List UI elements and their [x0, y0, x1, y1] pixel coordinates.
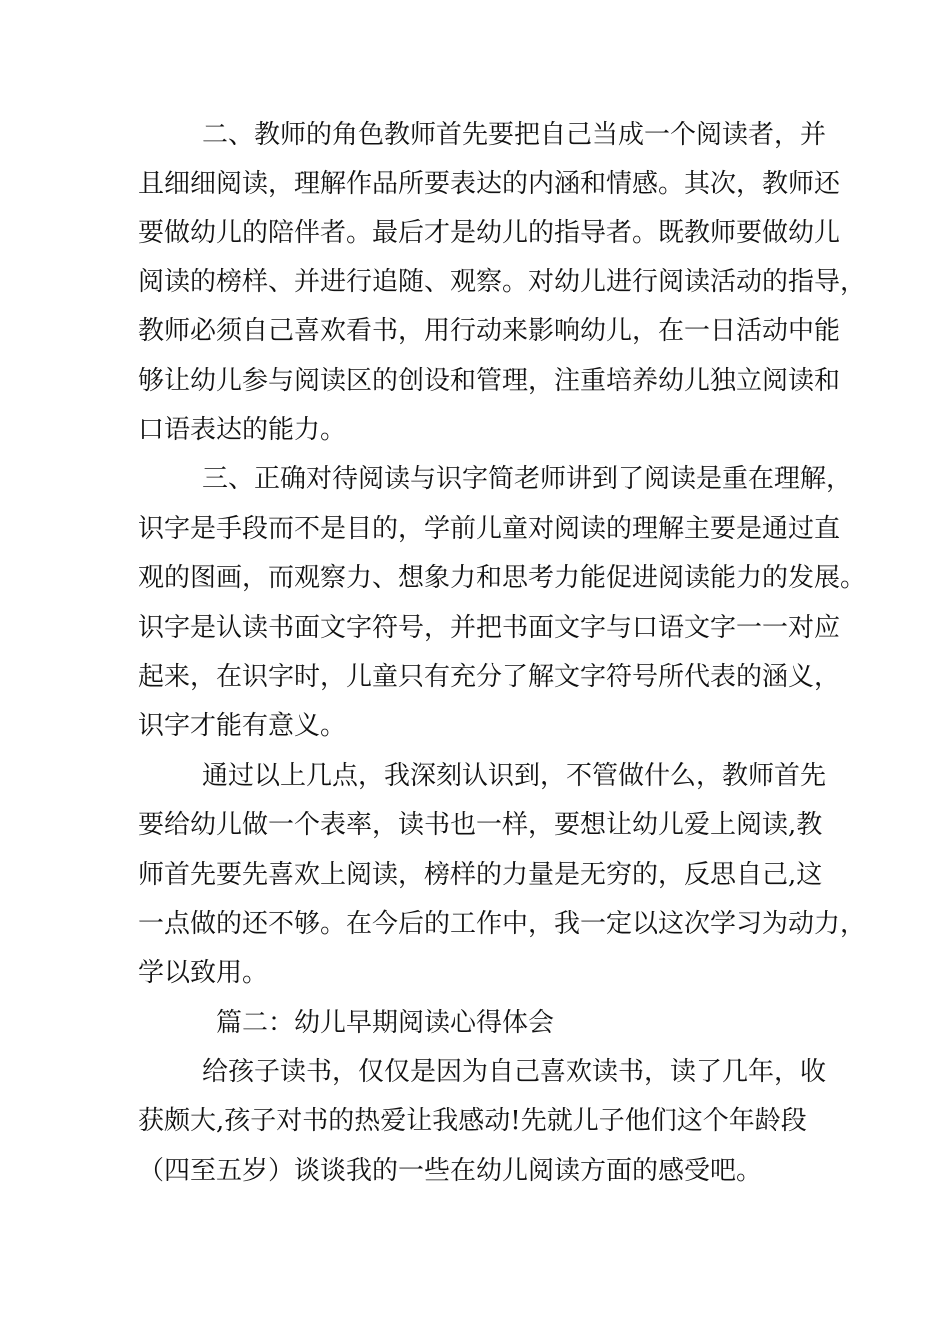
paragraph-5-line-3: （四至五岁）谈谈我的一些在幼儿阅读方面的感受吧。 [138, 1156, 763, 1186]
paragraph-3-line-2: 识字是手段而不是目的，学前儿童对阅读的理解主要是通过直 [138, 514, 841, 544]
section-heading: 篇二：幼儿早期阅读心得体会 [216, 1008, 555, 1038]
paragraph-2-line-1: 二、教师的角色教师首先要把自己当成一个阅读者，并 [202, 120, 827, 150]
paragraph-2-line-6: 够让幼儿参与阅读区的创设和管理，注重培养幼儿独立阅读和 [138, 366, 841, 396]
paragraph-3-line-1: 三、正确对待阅读与识字简老师讲到了阅读是重在理解， [202, 464, 853, 494]
paragraph-4-line-1: 通过以上几点，我深刻认识到，不管做什么，教师首先 [202, 761, 827, 791]
paragraph-3-line-6: 识字才能有意义。 [138, 711, 347, 741]
paragraph-2-line-5: 教师必须自己喜欢看书，用行动来影响幼儿，在一日活动中能 [138, 316, 841, 346]
paragraph-3-line-4: 识字是认读书面文字符号，并把书面文字与口语文字一一对应 [138, 613, 841, 643]
paragraph-4-line-5: 学以致用。 [138, 958, 269, 988]
paragraph-5-line-2: 获颇大,孩子对书的热爱让我感动!先就儿子他们这个年龄段 [138, 1106, 807, 1136]
paragraph-3-line-5: 起来，在识字时，儿童只有充分了解文字符号所代表的涵义， [138, 662, 841, 692]
paragraph-4-line-3: 师首先要先喜欢上阅读，榜样的力量是无穷的，反思自己,这 [138, 860, 823, 890]
paragraph-4-line-2: 要给幼儿做一个表率，读书也一样，要想让幼儿爱上阅读,教 [138, 810, 823, 840]
paragraph-2-line-2: 且细细阅读，理解作品所要表达的内涵和情感。其次，教师还 [138, 169, 841, 199]
paragraph-2-line-3: 要做幼儿的陪伴者。最后才是幼儿的指导者。既教师要做幼儿 [138, 218, 841, 248]
paragraph-5-line-1: 给孩子读书，仅仅是因为自己喜欢读书，读了几年，收 [202, 1057, 827, 1087]
paragraph-4-line-4: 一点做的还不够。在今后的工作中，我一定以这次学习为动力， [138, 909, 867, 939]
paragraph-2-line-4: 阅读的榜样、并进行追随、观察。对幼儿进行阅读活动的指导， [138, 267, 867, 297]
paragraph-2-line-7: 口语表达的能力。 [138, 415, 347, 445]
paragraph-3-line-3: 观的图画，而观察力、想象力和思考力能促进阅读能力的发展。 [138, 563, 867, 593]
